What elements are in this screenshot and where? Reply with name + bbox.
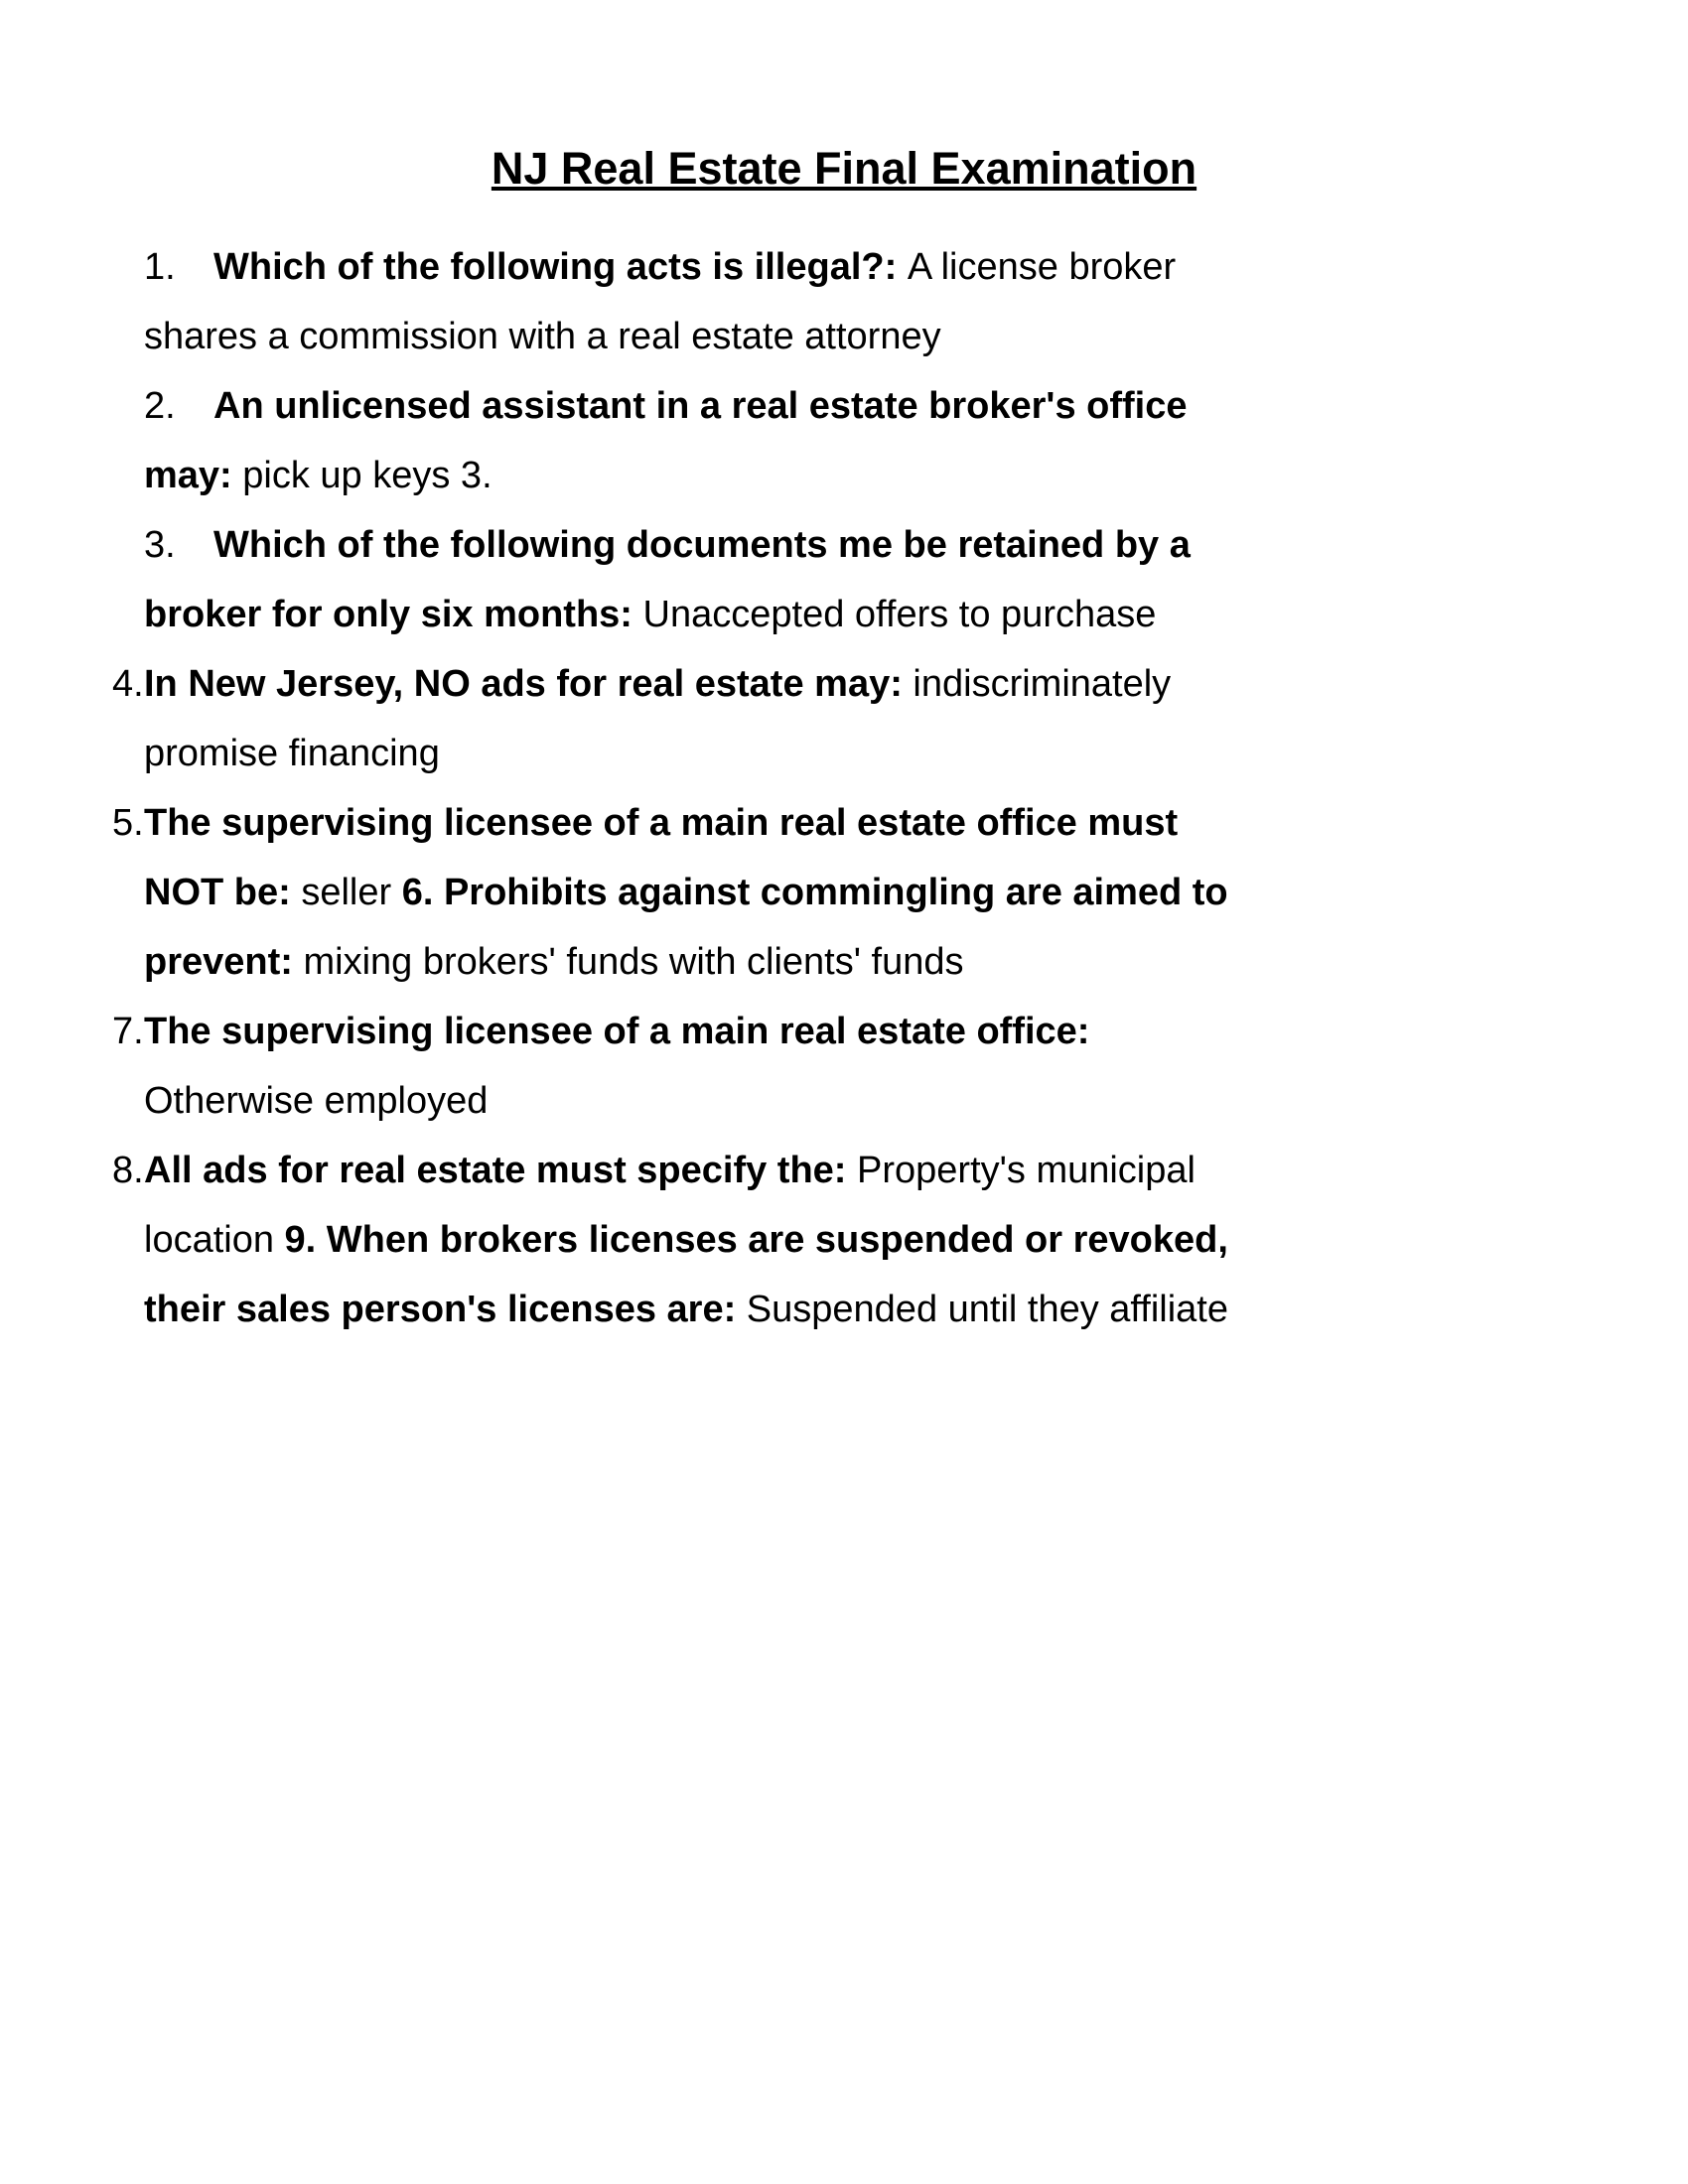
question-item-5 bbox=[112, 788, 1584, 997]
answer-text: Unaccepted offers to purchase bbox=[642, 594, 1157, 635]
text-line bbox=[112, 788, 1584, 858]
text-line bbox=[144, 580, 1584, 649]
text-line bbox=[144, 441, 1584, 510]
question-item-7 bbox=[112, 997, 1584, 1136]
answer-text: Suspended until they affiliate bbox=[746, 1289, 1229, 1330]
question-number: 4. bbox=[112, 663, 144, 705]
text-line bbox=[112, 649, 1584, 719]
question-text: Which of the following documents me be retained by a bbox=[213, 524, 1191, 566]
text-line bbox=[112, 1136, 1584, 1205]
text-line bbox=[144, 858, 1584, 927]
question-item-1 bbox=[144, 232, 1584, 371]
answer-text: Property's municipal bbox=[857, 1150, 1196, 1191]
text-line bbox=[144, 1275, 1584, 1344]
text-line bbox=[112, 997, 1584, 1066]
question-list bbox=[112, 232, 1584, 1344]
text-line bbox=[144, 510, 1584, 580]
document-title: NJ Real Estate Final Examination bbox=[491, 143, 1197, 194]
answer-text: mixing brokers' funds with clients' funds bbox=[303, 941, 964, 983]
question-number: 5. bbox=[112, 802, 144, 844]
answer-text: location bbox=[144, 1219, 285, 1261]
answer-text: shares a commission with a real estate attorney bbox=[144, 316, 941, 357]
answer-text: indiscriminately bbox=[913, 663, 1172, 705]
answer-text: seller bbox=[301, 872, 402, 913]
question-text: 6. Prohibits against commingling are aimed to bbox=[401, 872, 1228, 913]
question-text: NOT be: bbox=[144, 872, 302, 913]
question-item-4 bbox=[112, 649, 1584, 788]
question-text: broker for only six months: bbox=[144, 594, 643, 635]
question-text: prevent: bbox=[144, 941, 304, 983]
question-number: 7. bbox=[112, 1011, 144, 1052]
text-line bbox=[144, 302, 1584, 371]
text-line bbox=[144, 719, 1584, 788]
question-number: 8. bbox=[112, 1150, 144, 1191]
question-number: 1. bbox=[144, 246, 176, 288]
question-text: The supervising licensee of a main real estate office must bbox=[144, 802, 1179, 844]
question-item-3 bbox=[144, 510, 1584, 649]
question-text: 9. When brokers licenses are suspended or revoked, bbox=[284, 1219, 1228, 1261]
answer-text: A license broker bbox=[907, 246, 1177, 288]
question-text: Which of the following acts is illegal?: bbox=[213, 246, 908, 288]
question-text: may: bbox=[144, 455, 243, 496]
question-number: 3. bbox=[144, 524, 176, 566]
text-line bbox=[144, 1066, 1584, 1136]
text-line bbox=[144, 1205, 1584, 1275]
question-text: their sales person's licenses are: bbox=[144, 1289, 747, 1330]
answer-text: promise financing bbox=[144, 733, 440, 774]
answer-text: Otherwise employed bbox=[144, 1080, 489, 1122]
question-item-8 bbox=[112, 1136, 1584, 1344]
text-line bbox=[144, 371, 1584, 441]
question-number: 2. bbox=[144, 385, 176, 427]
question-text: In New Jersey, NO ads for real estate may: bbox=[144, 663, 914, 705]
answer-text: pick up keys 3. bbox=[242, 455, 492, 496]
question-text: An unlicensed assistant in a real estate broker's office bbox=[213, 385, 1188, 427]
text-line bbox=[144, 232, 1584, 302]
question-item-2 bbox=[144, 371, 1584, 510]
question-text: All ads for real estate must specify the: bbox=[144, 1150, 858, 1191]
question-text: The supervising licensee of a main real estate office: bbox=[144, 1011, 1090, 1052]
text-line bbox=[144, 927, 1584, 997]
